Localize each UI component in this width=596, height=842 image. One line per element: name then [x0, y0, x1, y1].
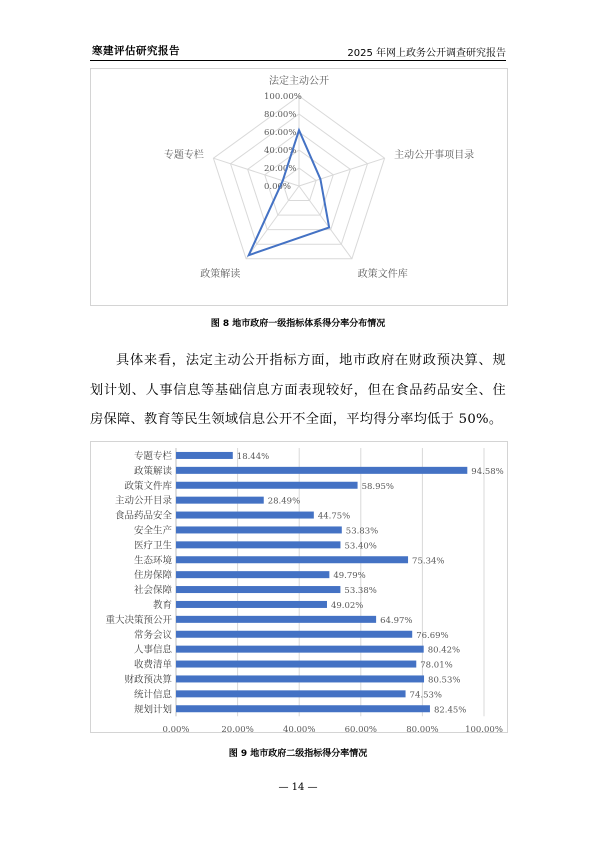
bar-category-label: 食品药品安全 — [114, 510, 172, 522]
bar-category-label: 人事信息 — [133, 644, 172, 656]
bar — [176, 556, 408, 563]
bar — [176, 452, 233, 459]
bar — [176, 690, 406, 697]
bar-category-label: 生态环境 — [133, 555, 172, 567]
bar-x-tick-label: 100.00% — [465, 725, 503, 732]
bar-value-label: 82.45% — [433, 705, 467, 716]
bar — [176, 646, 424, 653]
bar — [176, 482, 358, 489]
bar-value-label: 49.02% — [330, 600, 364, 611]
bar-category-label: 医疗卫生 — [133, 540, 172, 552]
bar-value-label: 80.53% — [428, 675, 461, 686]
bar-category-label: 政策文件库 — [124, 480, 172, 492]
bar-category-label: 专题专栏 — [133, 450, 172, 462]
bar-category-label: 规划计划 — [133, 704, 172, 716]
bar-value-label: 75.34% — [412, 556, 445, 567]
bar — [176, 705, 430, 712]
bar-value-label: 18.44% — [236, 451, 270, 462]
bar-x-tick-label: 20.00% — [221, 725, 254, 732]
bar-value-label: 74.53% — [409, 690, 442, 701]
radar-chart — [91, 69, 507, 305]
figure-9-caption: 图 9 地市政府二级指标得分率情况 — [228, 749, 368, 759]
bar-category-label: 住房保障 — [133, 570, 172, 582]
bar — [176, 541, 340, 548]
bar-category-label: 教育 — [152, 599, 172, 611]
bar-x-tick-label: 40.00% — [282, 725, 316, 732]
bar-category-label: 主动公开目录 — [114, 495, 172, 507]
header-title-left: 寒建评估研究报告 — [92, 45, 180, 57]
bar — [176, 631, 412, 638]
radar-axis-label: 主动公开事项目录 — [394, 150, 475, 162]
bar-value-label: 28.49% — [267, 496, 301, 507]
figure-8-caption: 图 8 地市政府一级指标体系得分率分布情况 — [210, 319, 386, 329]
bar-category-label: 政策解读 — [133, 465, 172, 477]
bar-value-label: 49.79% — [333, 571, 366, 582]
bar — [176, 526, 342, 533]
bar — [176, 467, 467, 474]
bar — [176, 601, 327, 608]
radar-tick-label: 40.00% — [264, 146, 297, 156]
radar-tick-label: 0.00% — [264, 182, 292, 192]
bar-chart — [91, 442, 507, 732]
bar-value-label: 78.01% — [420, 660, 453, 671]
bar — [176, 586, 340, 593]
radar-spoke — [299, 186, 352, 259]
radar-tick-label: 100.00% — [264, 92, 302, 102]
header-divider — [90, 60, 506, 61]
bar — [176, 675, 424, 682]
bar-category-label: 安全生产 — [133, 525, 172, 537]
bar-category-label: 社会保障 — [133, 585, 172, 597]
figure-9-frame — [90, 441, 508, 733]
bar-category-label: 财政预决算 — [124, 674, 172, 686]
bar-x-tick-label: 60.00% — [344, 725, 378, 732]
radar-tick-label: 20.00% — [264, 164, 297, 174]
radar-axis-label: 法定主动公开 — [269, 76, 329, 87]
bar-category-label: 统计信息 — [133, 689, 172, 701]
bar-value-label: 80.42% — [427, 645, 461, 656]
bar-x-tick-label: 80.00% — [406, 725, 439, 732]
figure-8-frame — [90, 68, 508, 306]
bar-x-tick-label: 0.00% — [162, 725, 190, 732]
bar-category-label: 常务会议 — [133, 629, 172, 641]
bar-value-label: 53.40% — [344, 541, 377, 552]
bar — [176, 661, 416, 668]
bar — [176, 616, 376, 623]
bar-value-label: 53.83% — [345, 526, 379, 537]
bar-value-label: 58.95% — [361, 481, 394, 492]
bar-value-label: 64.97% — [380, 615, 413, 626]
radar-axis-label: 专题专栏 — [163, 150, 204, 162]
radar-spoke — [299, 158, 385, 186]
radar-axis-label: 政策解读 — [200, 268, 241, 280]
radar-axis-label: 政策文件库 — [357, 268, 408, 280]
radar-tick-label: 80.00% — [264, 110, 297, 120]
bar-value-label: 94.58% — [471, 466, 504, 477]
page-number: — 14 — — [278, 782, 318, 793]
header-title-right: 2025 年网上政务公开调查研究报告 — [347, 48, 506, 59]
bar-category-label: 重大决策预公开 — [105, 614, 172, 626]
bar-value-label: 76.69% — [416, 630, 449, 641]
bar-value-label: 53.38% — [344, 586, 377, 597]
bar — [176, 512, 314, 519]
body-paragraph: 具体来看，法定主动公开指标方面，地市政府在财政预决算、规划计划、人事信息等基础信息方面表现较好，但在食品药品安全、住房保障、教育等民生领域信息公开不全面，平均得分率均低于 50%。 — [90, 353, 506, 427]
bar-category-label: 收费清单 — [133, 659, 172, 671]
bar-value-label: 44.75% — [317, 511, 351, 522]
radar-tick-label: 60.00% — [264, 128, 297, 138]
bar — [176, 571, 329, 578]
bar — [176, 497, 264, 504]
